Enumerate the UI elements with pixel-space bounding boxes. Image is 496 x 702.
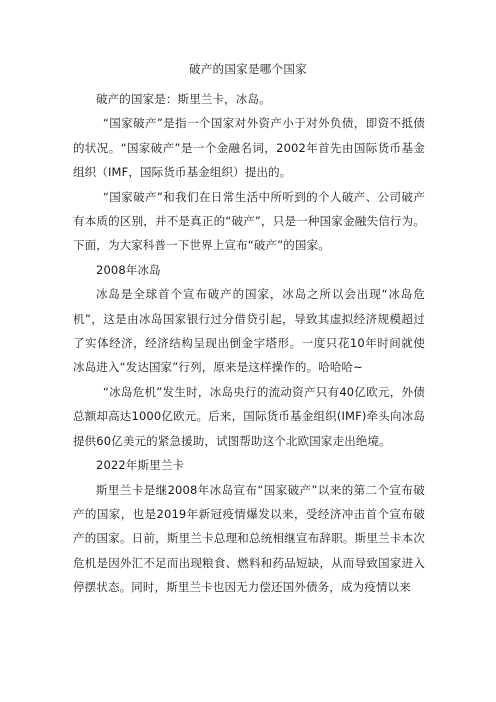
paragraph-distinction: “国家破产”和我们在日常生活中所听到的个人破产、公司破产有本质的区别，并不是真正的“破产”，只是一种国家金融失信行为。下面，为大家科普一下世界上宣布“破产”的国家。 (73, 189, 425, 253)
paragraph-definition: “国家破产”是指一个国家对外资产小于对外负债，即资不抵债的状况。“国家破产”是一个金融名词，2002年首先由国际货币基金组织（IMF，国际货币基金组织）提出的。 (73, 116, 425, 180)
document-title: 破产的国家是哪个国家 (189, 62, 307, 76)
paragraph-answer: 破产的国家是：斯里兰卡，冰岛。 (96, 92, 271, 106)
paragraph-sri-lanka: 斯里兰卡是继2008年冰岛宣布“国家破产”以来的第二个宣布破产的国家，也是2019年新冠疫情爆发以来，受经济冲击首个宣布破产的国家。日前，斯里兰卡总理和总统相继宣布辞职。斯里兰卡本次危机是因外汇不足而出现粮食、燃料和药品短缺，从而导致国家进入停摆状态。同时，斯里兰卡也因无力偿还国外债务，成为疫情以来 (73, 482, 425, 595)
section-heading-iceland: 2008年冰岛 (96, 262, 161, 277)
paragraph-iceland-crisis: “冰岛危机”发生时，冰岛央行的流动资产只有40亿欧元，外债总额却高达1000亿欧元。后来，国际货币基金组织(IMF)牵头向冰岛提供60亿美元的紧急援助，试图帮助这个北欧国家走出绝境。 (73, 384, 425, 448)
document-body (73, 87, 425, 600)
paragraph-iceland-background: 冰岛是全球首个宣布破产的国家，冰岛之所以会出现“冰岛危机”，这是由冰岛国家银行过分借贷引起，导致其虚拟经济规模超过了实体经济，经济结构呈现出倒金字塔形。一度只花10年时间就使冰岛进入“发达国家”行列，原来是这样操作的。哈哈哈~ (73, 287, 425, 375)
section-heading-sri-lanka: 2022年斯里兰卡 (96, 458, 185, 473)
